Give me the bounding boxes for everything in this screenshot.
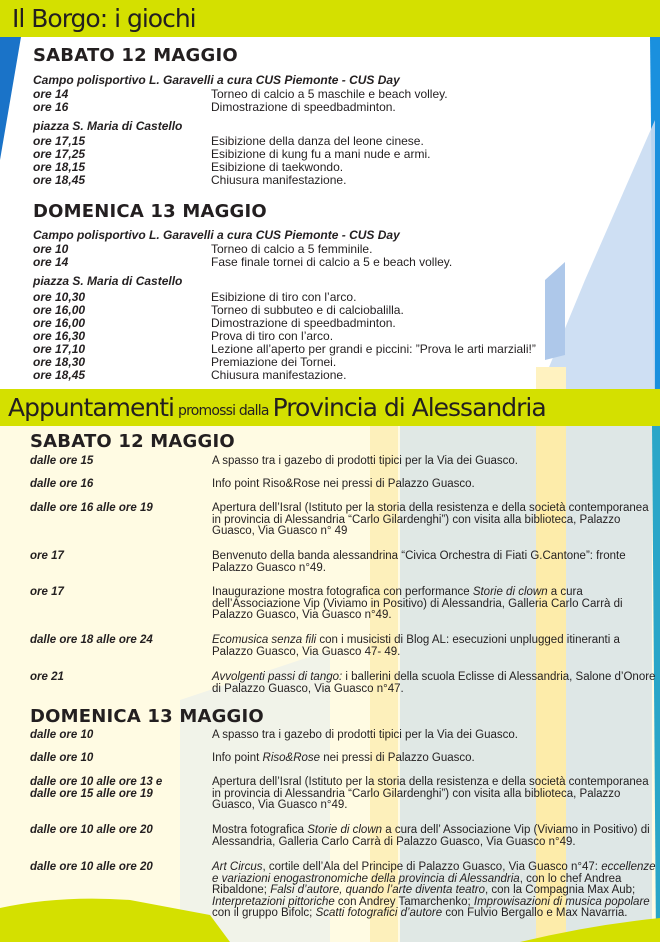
event-desc: Dimostrazione di speedbadminton. (211, 316, 396, 330)
event-desc: Info point Riso&Rose nei pressi di Palazzo Guasco. (212, 478, 475, 490)
event-time: ore 17 (30, 586, 64, 598)
desc-text: con Andrey Tamarchenko; (334, 895, 474, 908)
event-desc: Benvenuto della banda alessandrina “Civica Orchestra di Fiati G.Cantone”: fronte Palazzo Guasco n°49. (212, 550, 626, 574)
desc-italic: Ecomusica senza fili (212, 634, 317, 646)
event-desc: Torneo di calcio a 5 maschile e beach volley. (211, 87, 448, 101)
desc-text: nei pressi di Palazzo Guasco. (320, 752, 475, 764)
event-desc: Dimostrazione di speedbadminton. (211, 100, 396, 114)
event-time: ore 16,00 (33, 303, 86, 317)
event-desc: Lezione all’aperto per grandi e piccini: ”Prova le arti marziali!” (211, 342, 536, 356)
event-desc: Apertura dell’Isral (Istituto per la storia della resistenza e della società contemporanea in provincia di Alessandria “Carlo Gilardenghi”) con visita alla biblioteca, Palazzo Guasco, Via Guasco n° 49 (212, 502, 649, 537)
day-heading: SABATO 12 MAGGIO (33, 45, 238, 66)
desc-text: a cura dell’Associazione Vip (Viviamo in Positivo) di Alessandria, Galleria Carlo Carrà di Palazzo Guasco, Via Guasco n°49. (212, 586, 623, 621)
event-desc (212, 825, 657, 848)
event-time-line: dalle ore 10 alle ore 13 e (30, 776, 163, 788)
event-time: ore 17,25 (33, 147, 86, 161)
event-time: ore 18,45 (33, 173, 86, 187)
day-heading: DOMENICA 13 MAGGIO (30, 706, 264, 727)
event-time: ore 16,00 (33, 316, 86, 330)
desc-italic: Improwisazioni di musica popolare (473, 895, 650, 908)
venue-label: piazza S. Maria di Castello (33, 274, 183, 288)
event-time: ore 18,15 (33, 160, 86, 174)
event-desc: Chiusura manifestazione. (211, 173, 347, 187)
venue-label: Campo polisportivo L. Garavelli a cura CUS Piemonte - CUS Day (33, 73, 400, 87)
event-desc: Apertura dell’Isral (Istituto per la storia della resistenza e della società contemporanea in provincia di Alessandria “Carlo Gilardenghi”) con visita alla biblioteca, Palazzo Guasco, Via Guasco n°49. (212, 776, 649, 811)
event-desc: Esibizione di tiro con l’arco. (211, 290, 357, 304)
event-desc: Torneo di calcio a 5 femminile. (211, 242, 373, 256)
section2-title-part3: Provincia di Alessandria (272, 393, 546, 422)
event-desc: Torneo di subbuteo e di calciobalilla. (211, 303, 404, 317)
event-desc: A spasso tra i gazebo di prodotti tipici per la Via dei Guasco. (212, 455, 518, 467)
event-time: ore 14 (33, 255, 69, 269)
desc-text: Mostra fotografica (212, 824, 308, 836)
event-time: ore 16 (33, 100, 69, 114)
day-heading: DOMENICA 13 MAGGIO (33, 201, 267, 222)
event-desc (212, 635, 657, 658)
desc-italic: Scatti fotografici d’autore (315, 907, 443, 919)
event-time: dalle ore 10 alle ore 20 (30, 824, 153, 836)
event-desc: Chiusura manifestazione. (211, 368, 347, 382)
section2-title-part2: promossi dalla (177, 402, 269, 419)
event-time-line: dalle ore 15 alle ore 19 (30, 787, 153, 800)
day-heading: SABATO 12 MAGGIO (30, 431, 235, 452)
event-time: dalle ore 16 (30, 478, 94, 490)
event-time: dalle ore 18 alle ore 24 (30, 634, 153, 646)
section1-title: Il Borgo: i giochi (12, 4, 196, 33)
event-time: dalle ore 10 (30, 729, 94, 741)
desc-italic: Storie di clown (472, 586, 548, 598)
event-desc (212, 862, 657, 920)
desc-italic: Falsi d’autore, quando l’arte diventa teatro (270, 884, 485, 896)
desc-text: i ballerini della scuola Eclisse di Alessandria, Salone d’Onore di Palazzo Guasco, Via Guasco n°47. (212, 671, 656, 695)
desc-italic: Art Circus (212, 861, 263, 873)
event-time: ore 16,30 (33, 329, 86, 343)
desc-italic: Avvolgenti passi di tango: (212, 671, 343, 683)
event-time: ore 18,45 (33, 368, 86, 382)
desc-text: , con la Compagnia Max Aub; (485, 884, 636, 896)
desc-text: Inaugurazione mostra fotografica con performance (212, 586, 473, 598)
event-time: dalle ore 16 alle ore 19 (30, 502, 153, 514)
event-time: dalle ore 10 (30, 752, 94, 764)
venue-label: Campo polisportivo L. Garavelli a cura CUS Piemonte - CUS Day (33, 228, 400, 242)
desc-italic: Interpretazioni pittoriche (212, 895, 335, 908)
desc-text: , con lo chef Andrea Ribaldone; (212, 872, 622, 896)
event-desc: A spasso tra i gazebo di prodotti tipici per la Via dei Guasco. (212, 729, 518, 741)
event-desc: Esibizione di taekwondo. (211, 160, 344, 174)
desc-text: con i musicisti di Blog AL: esecuzioni unplugged itineranti a Palazzo Guasco, Via Guasco 47- 49. (212, 634, 620, 658)
event-desc: Premiazione dei Tornei. (211, 355, 337, 369)
event-time: ore 10,30 (33, 290, 86, 304)
event-time: ore 21 (30, 671, 64, 683)
event-desc (212, 587, 657, 622)
event-time (30, 777, 205, 800)
desc-text: Info point (212, 752, 263, 764)
event-desc: Esibizione di kung fu a mani nude e armi. (211, 147, 431, 161)
desc-text: con Fulvio Bergallo e Max Navarria. (442, 907, 628, 919)
desc-text: con il gruppo Bifolc; (212, 907, 316, 919)
event-desc: Prova di tiro con l’arco. (211, 329, 334, 343)
event-time: ore 10 (33, 242, 69, 256)
event-time: ore 18,30 (33, 355, 86, 369)
event-time: ore 17 (30, 550, 64, 562)
section2-title-part1: Appuntamenti (8, 393, 174, 422)
event-desc (212, 753, 657, 765)
desc-italic: Storie di clown (307, 824, 383, 836)
event-time: dalle ore 10 alle ore 20 (30, 861, 153, 873)
event-desc: Esibizione della danza del leone cinese. (211, 134, 424, 148)
desc-italic: eccellenze e variazioni enogastronomiche della provincia di Alessandria (212, 861, 656, 885)
desc-italic: Riso&Rose (262, 752, 321, 764)
event-desc: Fase finale tornei di calcio a 5 e beach volley. (211, 255, 453, 269)
desc-text: a cura dell’ Associazione Vip (Viviamo in Positivo) di Alessandria, Galleria Carlo Carrà di Palazzo Guasco, Via Guasco n°49. (212, 824, 650, 848)
event-time: ore 14 (33, 87, 69, 101)
event-time: ore 17,15 (33, 134, 86, 148)
desc-text: , cortile dell’Ala del Principe di Palazzo Guasco, Via Guasco n°47: (262, 861, 602, 873)
event-time: dalle ore 15 (30, 455, 94, 467)
venue-label: piazza S. Maria di Castello (33, 119, 183, 133)
event-desc (212, 672, 657, 695)
event-time: ore 17,10 (33, 342, 86, 356)
